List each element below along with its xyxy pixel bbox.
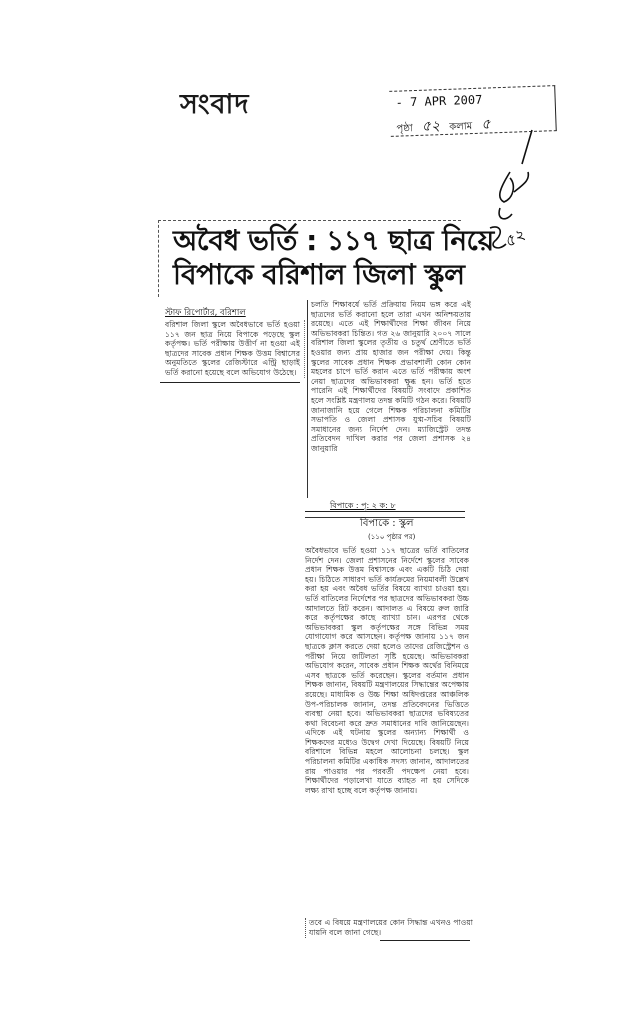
stamp-page-value: ৫২ <box>421 118 441 135</box>
divider <box>380 940 470 941</box>
divider <box>305 511 465 512</box>
byline: স্টাফ রিপোর্টার, বরিশাল <box>165 308 246 318</box>
article-right-column-top: চলতি শিক্ষাবর্ষে ভর্তি প্রক্রিয়ায় নিয়ম ভঙ্গ করে এই ছাত্রদের ভর্তি করানো হলে তারা এখন অনিশ্চয়তায় রয়েছে। এতে এই শিক্ষার্থীদের শিক্ষা জীবন নিয়ে অভিভাবকরা চিন্তিত। গত ২৬ জানুয়ারি ২০০৭ সালে বরিশাল জিলা স্কুলের তৃতীয় ও চতুর্থ শ্রেণীতে ভর্তি হওয়ার জন্য প্রায় হাজার জন পরীক্ষা দেয়। কিন্তু স্কুলের সাবেক প্রধান শিক্ষক প্রভাবশালী কোন কোন মহলের চাপে ভর্তি করান এতে ভর্তি পরীক্ষায় অংশ নেয়া ছাত্রদের অভিভাবকরা ক্ষুব্ধ হন। ভর্তি হতে পারেনি এই শিক্ষার্থীদের বিষয়টি সংবাদে প্রকাশিত হলে সংশ্লিষ্ট মন্ত্রণালয় তদন্ত কমিটি গঠন করে। বিষয়টি জানাজানি হয়ে গেলে শিক্ষক পরিচালনা কমিটির সভাপতি ও জেলা প্রশাসক যুগ্ম-সচিব বিষয়টি সমাধানের জন্য নির্দেশ দেন। ম্যাজিস্ট্রেট তদন্ত প্রতিবেদন দাখিল করার পর জেলা প্রশাসক ২৪ জানুয়ারি <box>307 300 471 498</box>
continuation-subtitle: (১১০ পৃষ্ঠার পর) <box>368 533 416 541</box>
stamp-column-label: কলাম <box>449 121 473 133</box>
continuation-title: বিপাকে : স্কুল <box>360 518 414 529</box>
newspaper-masthead: সংবাদ <box>180 89 250 120</box>
stamp-page-label: পৃষ্ঠা <box>396 123 413 135</box>
continued-reference: বিপাকে : পৃ: ২ ক: ৮ <box>330 501 396 510</box>
headline-line-1: অবৈধ ভর্তি : ১১৭ ছাত্র নিয়ে <box>173 224 494 257</box>
stamp-column-value: ৫ <box>481 116 491 133</box>
headline-box <box>158 220 494 297</box>
divider <box>160 382 300 383</box>
stamp-date: - 7 APR 2007 <box>395 92 483 110</box>
article-continuation-column: অবৈধভাবে ভর্তি হওয়া ১১৭ ছাত্রের ভর্তি বাতিলের নির্দেশ দেন। জেলা প্রশাসনের নির্দেশে স্কুলের সাবেক প্রধান শিক্ষক উত্তম বিশ্বাসকে এবং একটি চিঠি দেয়া হয়। চিঠিতে সাধারণ ভর্তি কার্যক্রমের নিয়মাবলী উল্লেখ করা হয় এবং অবৈধ ভর্তির বিষয়ে ব্যাখ্যা চাওয়া হয়। ভর্তি বাতিলের নির্দেশের পর ছাত্রদের অভিভাবকরা উচ্চ আদালতে রিট করেন। আদালত এ বিষয়ে রুল জারি করে কর্তৃপক্ষের কাছে ব্যাখ্যা চান। এরপর থেকে অভিভাবকরা স্কুল কর্তৃপক্ষের সঙ্গে বিভিন্ন সময় যোগাযোগ করে আসছেন। কর্তৃপক্ষ জানায় ১১৭ জন ছাত্রকে ক্লাস করতে দেয়া হলেও তাদের রেজিস্ট্রেশন ও পরীক্ষা নিয়ে জটিলতা সৃষ্টি হয়েছে। অভিভাবকরা অভিযোগ করেন, সাবেক প্রধান শিক্ষক অর্থের বিনিময়ে এসব ছাত্রকে ভর্তি করেছেন। স্কুলের বর্তমান প্রধান শিক্ষক জানান, বিষয়টি মন্ত্রণালয়ের সিদ্ধান্তের অপেক্ষায় রয়েছে। মাধ্যমিক ও উচ্চ শিক্ষা অধিদপ্তরের আঞ্চলিক উপ-পরিচালক জানান, তদন্ত প্রতিবেদনের ভিত্তিতে ব্যবস্থা নেয়া হবে। অভিভাবকরা ছাত্রদের ভবিষ্যতের কথা বিবেচনা করে দ্রুত সমাধানের দাবি জানিয়েছেন। এদিকে এই ঘটনায় স্কুলের অন্যান্য শিক্ষার্থী ও শিক্ষকদের মধ্যেও উদ্বেগ দেখা দিয়েছে। বিষয়টি নিয়ে বরিশালে বিভিন্ন মহলে আলোচনা চলছে। স্কুল পরিচালনা কমিটির একাধিক সদস্য জানান, আদালতের রায় পাওয়ার পর পরবর্তী পদক্ষেপ নেয়া হবে। শিক্ষার্থীদের পড়ালেখা যাতে ব্যাহত না হয় সেদিকে লক্ষ্য রাখা হচ্ছে বলে কর্তৃপক্ষ জানায়। <box>305 546 469 795</box>
headline-line-2: বিপাকে বরিশাল জিলা স্কুল <box>173 258 465 291</box>
handwritten-note: ৫২ <box>500 224 529 252</box>
article-continuation-end: তবে এ বিষয়ে মন্ত্রণালয়ের কোন সিদ্ধান্ত এখনও পাওয়া যায়নি বলে জানা গেছে। <box>305 918 473 938</box>
article-left-column: বরিশাল জিলা স্কুলে অবৈধভাবে ভর্তি হওয়া ১১৭ জন ছাত্র নিয়ে বিপাকে পড়েছে স্কুল কর্তৃপক্ষ। ভর্তি পরীক্ষায় উত্তীর্ণ না হওয়া এই ছাত্রদের সাবেক প্রধান শিক্ষক উত্তম বিশ্বাসের অনুমতিতে স্কুলের রেজিস্টারে এন্ট্রি ছাড়াই ভর্তি করানো হয়েছে বলে অভিযোগ উঠেছে। <box>165 320 305 378</box>
